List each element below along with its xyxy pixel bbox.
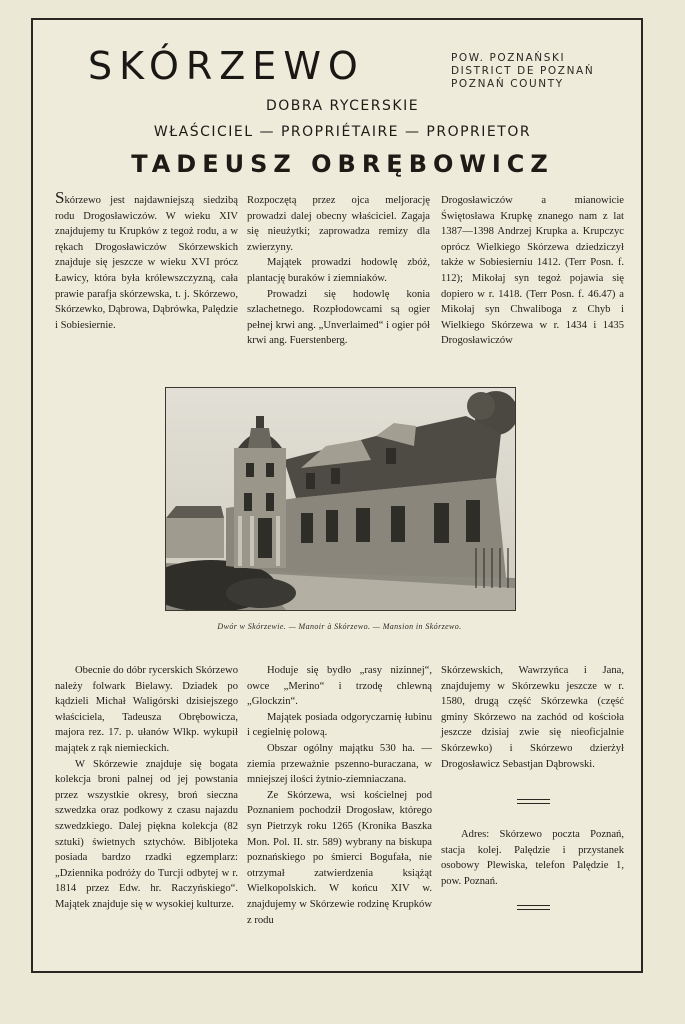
paragraph: Prowadzi się hodowlę konia szlachetnego. Rozpłodowcami są ogier pełnej krwi ang. „Unverlaimed“ i ogier pół krwi ang. Fuerstenberg. <box>247 288 430 347</box>
district-label <box>451 52 601 91</box>
divider-rule <box>517 905 550 910</box>
text-column-6 <box>441 663 624 772</box>
paragraph: Rozpoczętą przez ojca meljorację prowadzi dalej obecny właściciel. Zagaja się nieużytki; zaprowadza remizy dla zwierzyny. <box>247 195 430 253</box>
drop-cap: S <box>55 188 65 207</box>
text-column-1 <box>55 188 238 333</box>
paragraph: Obecnie do dóbr rycerskich Skórzewo należy folwark Bielawy. Dziadek po kądzieli Michał Waligórski dzisiejszego właściciela, Tadeusza Obrębowicza, majora rez. 17. p. ułanów Wlkp. wykupił majątek z rąk niemieckich. <box>55 665 238 754</box>
paragraph: W Skórzewie znajduje się bogata kolekcja broni palnej od jej powstania przez wszystkie okresy, broń sieczna szwedzka oraz podkowy z czasu najazdu szwedzkiego. Dalej piękna kolekcja (82 sztuki) świetnych sztychów. Bibljoteka posiada bardzo rzadki egzemplarz: „Dziennika podróży do Turcji odbytej w r. 1814 przez Edw. hr. Raczyńskiego“. Majątek znajduje się w wysokiej kulturze. <box>55 758 238 910</box>
district-line-en: POZNAŃ COUNTY <box>451 78 564 90</box>
estate-subtitle: DOBRA RYCERSKIE <box>265 98 420 114</box>
owner-name: TADEUSZ OBRĘBOWICZ <box>131 150 554 178</box>
paragraph: Obszar ogólny majątku 530 ha. — ziemia przeważnie pszenno-buraczana, w mniejszej ilości żytnio-ziemniaczana. <box>247 742 432 786</box>
text-column-4 <box>55 663 238 913</box>
paragraph: Majątek posiada odgoryczarnię łubinu i cegielnię polową. <box>247 711 432 739</box>
district-line-fr: DISTRICT DE POZNAŃ <box>451 65 595 77</box>
paragraph: Majątek prowadzi hodowlę zbóż, plantację buraków i ziemniaków. <box>247 257 430 284</box>
owner-label: WŁAŚCICIEL — PROPRIÉTAIRE — PROPRIETOR <box>153 124 532 140</box>
address-block <box>441 827 624 889</box>
paragraph: Skórzewskich, Wawrzyńca i Jana, znajdujemy w Skórzewku jeszcze w r. 1580, drugą część Skórzewka (część gminy Skórzewo na zachód od kościoła jeszcze dzisiaj zwie się nieoficjalnie Skórzewko) i Skórzewo dzierżył Drogosławicz Sebastjan Dąbrowski. <box>441 665 624 770</box>
text-column-5 <box>247 663 432 928</box>
address-text: Adres: Skórzewo poczta Poznań, stacja kolej. Palędzie i przystanek osobowy Plewiska, telefon Palędzie 1, pow. Poznań. <box>441 829 624 887</box>
paragraph: kórzewo jest najdawniejszą siedzibą rodu Drogosławiczów. W wieku XIV znajdujemy tu Krupków z tegoż rodu, a w rękach Drogosławiczów Skórzewskich znajduje się jeszcze w wieku XVI prócz Ławicy, która była królewszczyzną, cała prawie parafja skórzewska, t. j. Skórzewo, Skórzewko, Dąbrowa, Dąbrówka, Palędzie i Sobiesiernie. <box>55 195 238 331</box>
photo-caption: Dwór w Skórzewie. — Manoir à Skórzewo. — Mansion in Skórzewo. <box>217 622 462 631</box>
manor-illustration <box>166 388 515 610</box>
district-line-pl: POW. POZNAŃSKI <box>451 52 566 64</box>
estate-title: SKÓRZEWO <box>88 44 365 88</box>
text-column-2 <box>247 193 430 349</box>
manor-photo <box>165 387 516 611</box>
text-column-3 <box>441 193 624 349</box>
paragraph: Hoduje się bydło „rasy nizinnej“, owce „Merino“ i trzodę chlewną „Glockzin“. <box>247 665 432 708</box>
paragraph: Ze Skórzewa, wsi kościelnej pod Poznaniem pochodził Drogosław, którego syn Pietrzyk roku 1265 (Kronika Baszka Mon. Pol. II. str. 589) wybrany na biskupa poznańskiego po śmierci Bogufała, nie otrzymał zatwierdzenia książąt Wielkopolskich. W końcu XIV w. znajdujemy w Skórzewie rodzinę Krupków z rodu <box>247 789 432 926</box>
divider-rule <box>517 799 550 804</box>
paragraph: Drogosławiczów a mianowicie Świętosława Krupkę znanego nam z lat 1387—1398 Andrzej Krupka a. Krupczyc oprócz Wielkiego Skórzewa dziedziczył także w Sobiesierniu 1412. (Terr Posn. f. 112); Mikołaj syn tegoż pojawia się dopiero w r. 1418. (Terr Posn. f. 46.47) a Mikołaj syn Chwaliboga z Chyb i Wielkiego Skórzewa w r. 1434 i 1435 Drogosławiczów <box>441 195 624 347</box>
